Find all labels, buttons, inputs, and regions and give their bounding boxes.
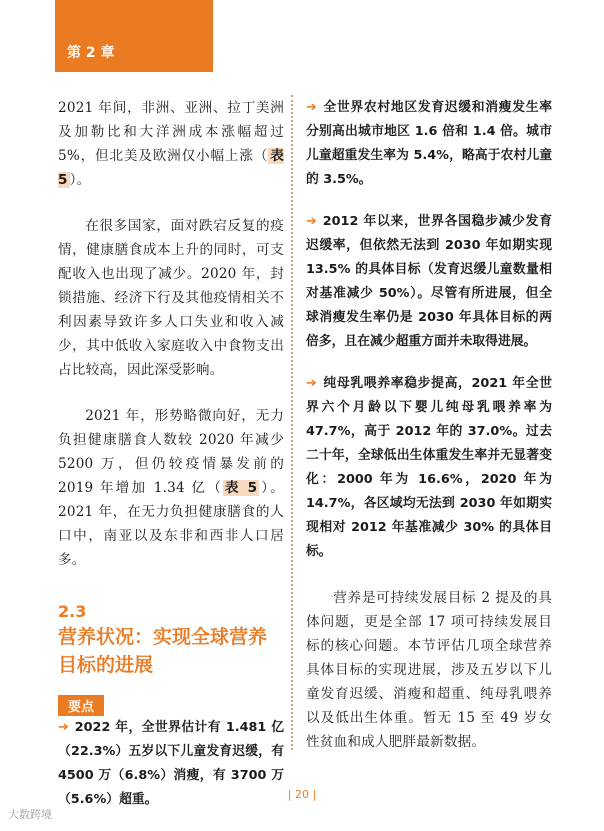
arrow-right-icon: ➔ bbox=[58, 720, 69, 735]
key-point-bullet: ➔ 纯母乳喂养率稳步提高，2021 年全世界六个月龄以下婴儿纯母乳喂养率为 47.7%，高于 2012 年的 37.0%。过去二十年，全球低出生体重发生率并无显著变化：2000 年为 16.6%，2020 年为 14.7%，各区域均无法到 2030 年如期实现相对 2012 年基准减少 30% 的具体目标。 bbox=[306, 376, 552, 559]
chapter-label: 第 2 章 bbox=[67, 45, 115, 61]
keypoints-label: 要点 bbox=[58, 695, 104, 716]
column-divider bbox=[291, 95, 293, 750]
section-title: 营养状况：实现全球营养目标的进展 bbox=[58, 626, 268, 676]
table-5-reference[interactable]: 表 5 bbox=[58, 148, 284, 188]
watermark: 大数跨境 bbox=[8, 808, 52, 821]
chapter-tab bbox=[55, 0, 213, 72]
key-point-bullet: ➔ 2022 年，全世界估计有 1.481 亿（22.3%）五岁以下儿童发育迟缓，有 4500 万（6.8%）消瘦，有 3700 万（5.6%）超重。 bbox=[58, 720, 284, 807]
paragraph-pandemic-income: 在很多国家，面对跌宕反复的疫情，健康膳食成本上升的同时，可支配收入也出现了减少。2020 年，封锁措施、经济下行及其他疫情相关不利因素导致许多人口失业和收入减少，其中低收入家庭收入中食物支出占比较高，因此深受影响。 bbox=[58, 218, 284, 378]
section-number: 2.3 bbox=[58, 602, 87, 621]
key-point-bullet: ➔ 2012 年以来，世界各国稳步减少发育迟缓率，但依然无法到 2030 年如期实现 13.5% 的具体目标（发育迟缓儿童数量相对基准减少 50%）。尽管有所进展，但全球消瘦发生率仍是 2030 年具体目标的两倍多，且在减少超重方面并未取得进展。 bbox=[306, 214, 552, 349]
left-column bbox=[58, 96, 284, 812]
page-number: | 20 | bbox=[287, 788, 317, 801]
arrow-right-icon: ➔ bbox=[306, 100, 317, 115]
right-column bbox=[306, 96, 552, 754]
table-5-reference[interactable]: 表 5 bbox=[224, 480, 258, 496]
key-point-bullet: ➔ 全世界农村地区发育迟缓和消瘦发生率分别高出城市地区 1.6 倍和 1.4 倍。城市儿童超重发生率为 5.4%，略高于农村儿童的 3.5%。 bbox=[306, 100, 552, 187]
paragraph-nutrition-intro: 营养是可持续发展目标 2 提及的具体问题，更是全部 17 项可持续发展目标的核心问题。本节评估几项全球营养具体目标的实现进展，涉及五岁以下儿童发育迟缓、消瘦和超重、纯母乳喂养以及低出生体重。暂无 15 至 49 岁女性贫血和成人肥胖最新数据。 bbox=[306, 590, 552, 750]
paragraph-cost-increase: 2021 年间，非洲、亚洲、拉丁美洲及加勒比和大洋洲成本涨幅超过 5%，但北美及欧洲仅小幅上涨（ 表 5 ）。 bbox=[58, 100, 284, 188]
arrow-right-icon: ➔ bbox=[306, 376, 317, 391]
arrow-right-icon: ➔ bbox=[306, 214, 317, 229]
paragraph-2021-improvement: 2021 年，形势略微向好，无力负担健康膳食人数较 2020 年减少 5200 万，但仍较疫情暴发前的 2019 年增加 1.34 亿（ 表 5 ）。2021 年，在无力负担健康膳食的人口中，南亚以及东非和西非人口居多。 bbox=[58, 408, 284, 568]
